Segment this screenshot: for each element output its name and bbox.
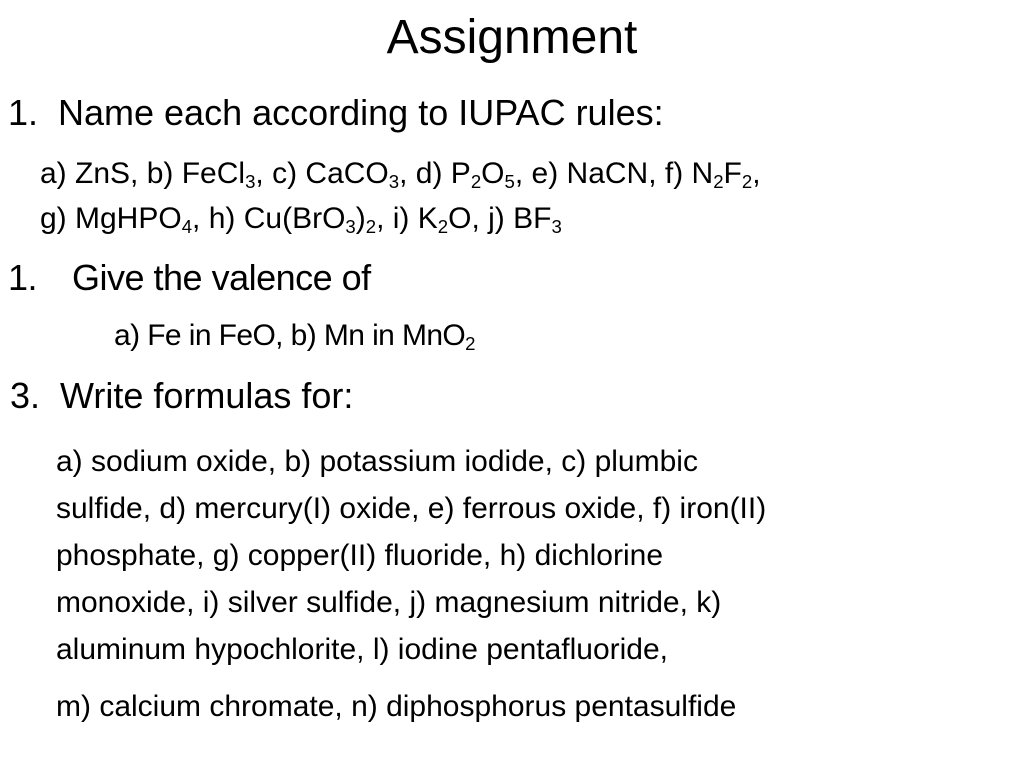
- question-1-heading: [8, 92, 664, 134]
- subscript: 3: [388, 171, 400, 193]
- subscript: 2: [713, 171, 724, 193]
- question-3-text: Write formulas for:: [60, 375, 354, 416]
- text-segment: , i) K: [376, 202, 438, 235]
- subscript: 3: [345, 216, 356, 238]
- question-3-heading: [10, 375, 353, 417]
- text-segment: ,: [752, 157, 761, 190]
- text-segment: , d) P: [399, 157, 471, 190]
- question-3-line-5: aluminum hypochlorite, l) iodine pentafluoride,: [56, 633, 669, 666]
- question-3-number: 3.: [10, 375, 41, 416]
- text-segment: F: [723, 157, 742, 190]
- subscript: 4: [181, 216, 193, 238]
- subscript: 5: [504, 171, 515, 193]
- question-2-items: [114, 318, 475, 354]
- text-segment: a) Fe in FeO, b) Mn in MnO: [114, 319, 466, 352]
- question-3-line-3: phosphate, g) copper(II) fluoride, h) dichlorine: [56, 539, 664, 572]
- question-1-items-line-2: [40, 201, 562, 237]
- subscript: 2: [437, 216, 449, 238]
- text-segment: , c) CaCO: [255, 157, 389, 190]
- subscript: 2: [465, 333, 475, 355]
- text-segment: a) ZnS, b) FeCl: [40, 157, 246, 190]
- text-segment: , h) Cu(BrO: [192, 202, 346, 235]
- subscript: 2: [470, 171, 482, 193]
- question-1-number: 1.: [8, 92, 39, 133]
- text-segment: ): [355, 202, 366, 235]
- slide-title: Assignment: [386, 11, 638, 64]
- question-1-items-line-1: [40, 156, 761, 192]
- question-3-line-2: sulfide, d) mercury(I) oxide, e) ferrous oxide, f) iron(II): [56, 492, 767, 525]
- subscript: 2: [741, 171, 753, 193]
- question-3-line-1: a) sodium oxide, b) potassium iodide, c) plumbic: [56, 445, 698, 478]
- question-3-line-4: monoxide, i) silver sulfide, j) magnesium nitride, k): [56, 586, 722, 619]
- question-1-text: Name each according to IUPAC rules:: [58, 92, 664, 133]
- question-2-heading: [8, 257, 371, 299]
- subscript: 3: [551, 216, 562, 238]
- text-segment: O, j) BF: [448, 202, 552, 235]
- subscript: 3: [245, 171, 256, 193]
- question-2-text: Give the valence of: [72, 257, 371, 298]
- text-segment: g) MgHPO: [40, 202, 182, 235]
- subscript: 2: [365, 216, 377, 238]
- question-3-line-6: m) calcium chromate, n) diphosphorus pentasulfide: [56, 690, 737, 723]
- text-segment: O: [481, 157, 505, 190]
- question-2-number: 1.: [8, 257, 38, 298]
- text-segment: , e) NaCN, f) N: [514, 157, 714, 190]
